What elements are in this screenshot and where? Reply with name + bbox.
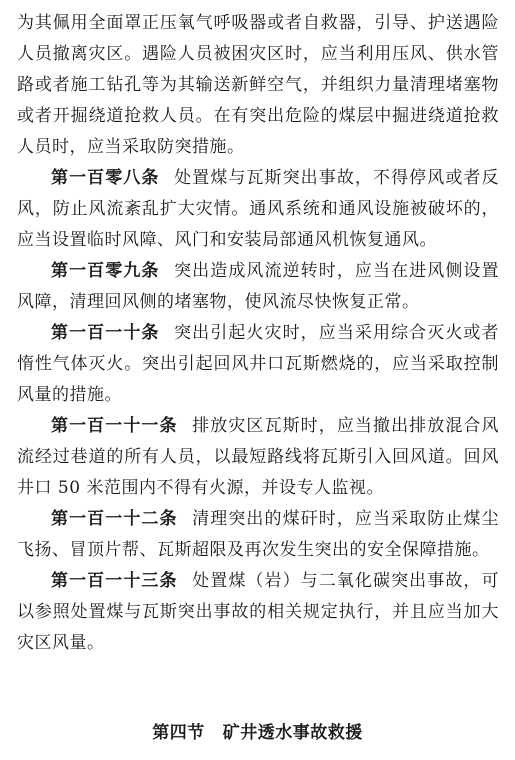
article-number: 第一百零九条 bbox=[51, 261, 160, 281]
document-body bbox=[17, 8, 499, 659]
article-number: 第一百零八条 bbox=[51, 168, 160, 188]
intro-paragraph: 为其佩用全面罩正压氧气呼吸器或者自救器，引导、护送遇险人员撤离灾区。遇险人员被困灾区时，应当利用压风、供水管路或者施工钻孔等为其输送新鲜空气，并组织力量清理堵塞物或者开掘绕道抢救人员。在有突出危险的煤层中掘进绕道抢救人员时，应当采取防突措施。 bbox=[17, 13, 499, 157]
article-text: 处置煤与瓦斯突出事故，不得停风或者反风，防止风流紊乱扩大灾情。通风系统和通风设施被破坏的，应当设置临时风障、风门和安装局部通风机恢复通风。 bbox=[17, 168, 499, 250]
article-number: 第一百一十三条 bbox=[51, 571, 178, 591]
section-number: 第四节 bbox=[152, 723, 205, 743]
section-title: 矿井透水事故救援 bbox=[222, 723, 363, 743]
article-112 bbox=[17, 504, 499, 566]
article-number: 第一百一十条 bbox=[51, 323, 160, 343]
article-108 bbox=[17, 163, 499, 256]
section-heading bbox=[0, 718, 515, 748]
article-110 bbox=[17, 318, 499, 411]
article-113 bbox=[17, 566, 499, 659]
article-text: 突出造成风流逆转时，应当在进风侧设置风障，清理回风侧的堵塞物，使风流尽快恢复正常。 bbox=[17, 261, 499, 312]
article-text: 突出引起火灾时，应当采用综合灭火或者惰性气体灭火。突出引起回风井口瓦斯燃烧的，应当采取控制风量的措施。 bbox=[17, 323, 499, 405]
article-text: 处置煤（岩）与二氧化碳突出事故，可以参照处置煤与瓦斯突出事故的相关规定执行，并且应当加大灾区风量。 bbox=[17, 571, 500, 653]
article-number: 第一百一十一条 bbox=[51, 416, 178, 436]
article-109 bbox=[17, 256, 499, 318]
article-text: 排放灾区瓦斯时，应当撤出排放混合风流经过巷道的所有人员，以最短路线将瓦斯引入回风道。回风井口 50 米范围内不得有火源，并设专人监视。 bbox=[17, 416, 500, 498]
article-number: 第一百一十二条 bbox=[51, 509, 178, 529]
article-text: 清理突出的煤矸时，应当采取防止煤尘飞扬、冒顶片帮、瓦斯超限及再次发生突出的安全保障措施。 bbox=[17, 509, 500, 560]
article-111 bbox=[17, 411, 499, 504]
